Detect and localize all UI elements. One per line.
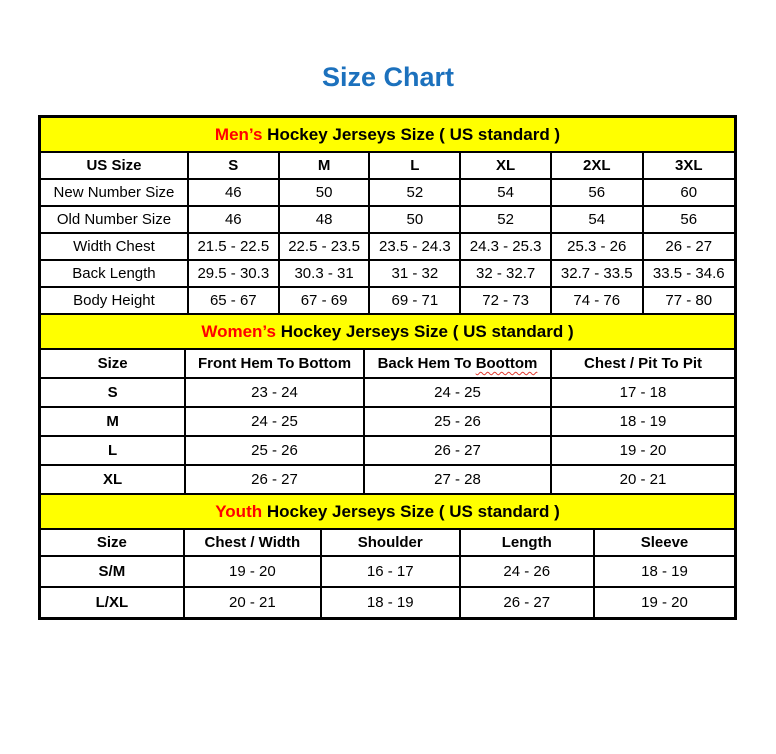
- table-cell: 30.3 - 31: [279, 260, 370, 287]
- header-row: [41, 349, 734, 378]
- section-header-row: [41, 495, 734, 529]
- column-header: S: [188, 152, 279, 179]
- column-header: Shoulder: [321, 529, 460, 556]
- table-row: [41, 407, 734, 436]
- section-title-text: Hockey Jerseys Size ( US standard ): [262, 501, 560, 521]
- section-header-row: [41, 315, 734, 349]
- table-cell: 20 - 21: [551, 465, 734, 494]
- row-label: Body Height: [41, 287, 188, 314]
- table-cell: 23.5 - 24.3: [369, 233, 460, 260]
- table-cell: 77 - 80: [643, 287, 735, 314]
- table-cell: 56: [551, 179, 642, 206]
- column-header: Sleeve: [594, 529, 734, 556]
- column-header: L: [369, 152, 460, 179]
- table-cell: 26 - 27: [364, 436, 551, 465]
- table-cell: 24 - 25: [185, 407, 364, 436]
- table-cell: 26 - 27: [643, 233, 735, 260]
- table-cell: 65 - 67: [188, 287, 279, 314]
- row-label: S/M: [41, 556, 184, 587]
- table-cell: 24.3 - 25.3: [460, 233, 551, 260]
- table-cell: 32.7 - 33.5: [551, 260, 642, 287]
- table-cell: 25.3 - 26: [551, 233, 642, 260]
- section-title-accent: Youth: [215, 501, 263, 521]
- table-cell: 54: [460, 179, 551, 206]
- youth-size-table: [41, 495, 734, 617]
- table-cell: 31 - 32: [369, 260, 460, 287]
- section-title-accent: Men’s: [214, 124, 263, 144]
- table-row: [41, 378, 734, 407]
- column-header: Front Hem To Bottom: [185, 349, 364, 378]
- table-cell: 24 - 25: [364, 378, 551, 407]
- table-cell: 25 - 26: [364, 407, 551, 436]
- row-label: S: [41, 378, 185, 407]
- table-cell: 19 - 20: [594, 587, 734, 617]
- header-row: [41, 529, 734, 556]
- table-cell: 27 - 28: [364, 465, 551, 494]
- section-title-accent: Women’s: [201, 321, 276, 341]
- column-header: Size: [41, 349, 185, 378]
- column-header: Size: [41, 529, 184, 556]
- table-cell: 19 - 20: [184, 556, 321, 587]
- table-cell: 52: [369, 179, 460, 206]
- size-chart: [38, 115, 737, 620]
- section-title-text: Hockey Jerseys Size ( US standard ): [275, 321, 574, 341]
- table-cell: 29.5 - 30.3: [188, 260, 279, 287]
- row-label: New Number Size: [41, 179, 188, 206]
- page-title: Size Chart: [321, 62, 455, 92]
- table-row: [41, 556, 734, 587]
- table-cell: 24 - 26: [460, 556, 594, 587]
- table-cell: 69 - 71: [369, 287, 460, 314]
- table-cell: 26 - 27: [185, 465, 364, 494]
- table-row: [41, 179, 734, 206]
- table-cell: 48: [279, 206, 370, 233]
- column-header: Chest / Width: [184, 529, 321, 556]
- table-cell: 50: [369, 206, 460, 233]
- section-title: [41, 495, 734, 529]
- table-cell: 17 - 18: [551, 378, 734, 407]
- row-label: M: [41, 407, 185, 436]
- table-cell: 74 - 76: [551, 287, 642, 314]
- row-label: L/XL: [41, 587, 184, 617]
- table-row: [41, 436, 734, 465]
- table-cell: 67 - 69: [279, 287, 370, 314]
- table-cell: 46: [188, 179, 279, 206]
- table-cell: 54: [551, 206, 642, 233]
- column-header: 3XL: [643, 152, 735, 179]
- table-cell: 60: [643, 179, 735, 206]
- table-cell: 23 - 24: [185, 378, 364, 407]
- table-cell: 26 - 27: [460, 587, 594, 617]
- column-header: M: [279, 152, 370, 179]
- column-header: Chest / Pit To Pit: [551, 349, 734, 378]
- table-cell: 33.5 - 34.6: [643, 260, 735, 287]
- table-cell: 56: [643, 206, 735, 233]
- column-header: [364, 349, 551, 378]
- table-cell: 16 - 17: [321, 556, 460, 587]
- column-header: XL: [460, 152, 551, 179]
- table-cell: 32 - 32.7: [460, 260, 551, 287]
- row-label: L: [41, 436, 185, 465]
- row-label: Old Number Size: [41, 206, 188, 233]
- table-row: [41, 465, 734, 494]
- womens-size-table: [41, 315, 734, 495]
- table-cell: 52: [460, 206, 551, 233]
- table-cell: 25 - 26: [185, 436, 364, 465]
- column-header: US Size: [41, 152, 188, 179]
- table-cell: 19 - 20: [551, 436, 734, 465]
- row-label: Back Length: [41, 260, 188, 287]
- table-cell: 50: [279, 179, 370, 206]
- table-row: [41, 260, 734, 287]
- table-row: [41, 206, 734, 233]
- section-title-text: Hockey Jerseys Size ( US standard ): [262, 124, 561, 144]
- column-header-text: Back Hem To: [377, 355, 476, 372]
- table-cell: 46: [188, 206, 279, 233]
- mens-size-table: [41, 118, 734, 315]
- table-cell: 72 - 73: [460, 287, 551, 314]
- table-row: [41, 233, 734, 260]
- row-label: Width Chest: [41, 233, 188, 260]
- section-header-row: [41, 118, 734, 152]
- column-header: Length: [460, 529, 594, 556]
- row-label: XL: [41, 465, 185, 494]
- table-cell: 18 - 19: [551, 407, 734, 436]
- header-row: [41, 152, 734, 179]
- table-cell: 20 - 21: [184, 587, 321, 617]
- table-cell: 21.5 - 22.5: [188, 233, 279, 260]
- section-title: [41, 118, 734, 152]
- table-row: [41, 587, 734, 617]
- table-cell: 18 - 19: [594, 556, 734, 587]
- column-header: 2XL: [551, 152, 642, 179]
- table-cell: 18 - 19: [321, 587, 460, 617]
- section-title: [41, 315, 734, 349]
- spellcheck-underline: Boottom: [475, 355, 538, 372]
- table-row: [41, 287, 734, 314]
- table-cell: 22.5 - 23.5: [279, 233, 370, 260]
